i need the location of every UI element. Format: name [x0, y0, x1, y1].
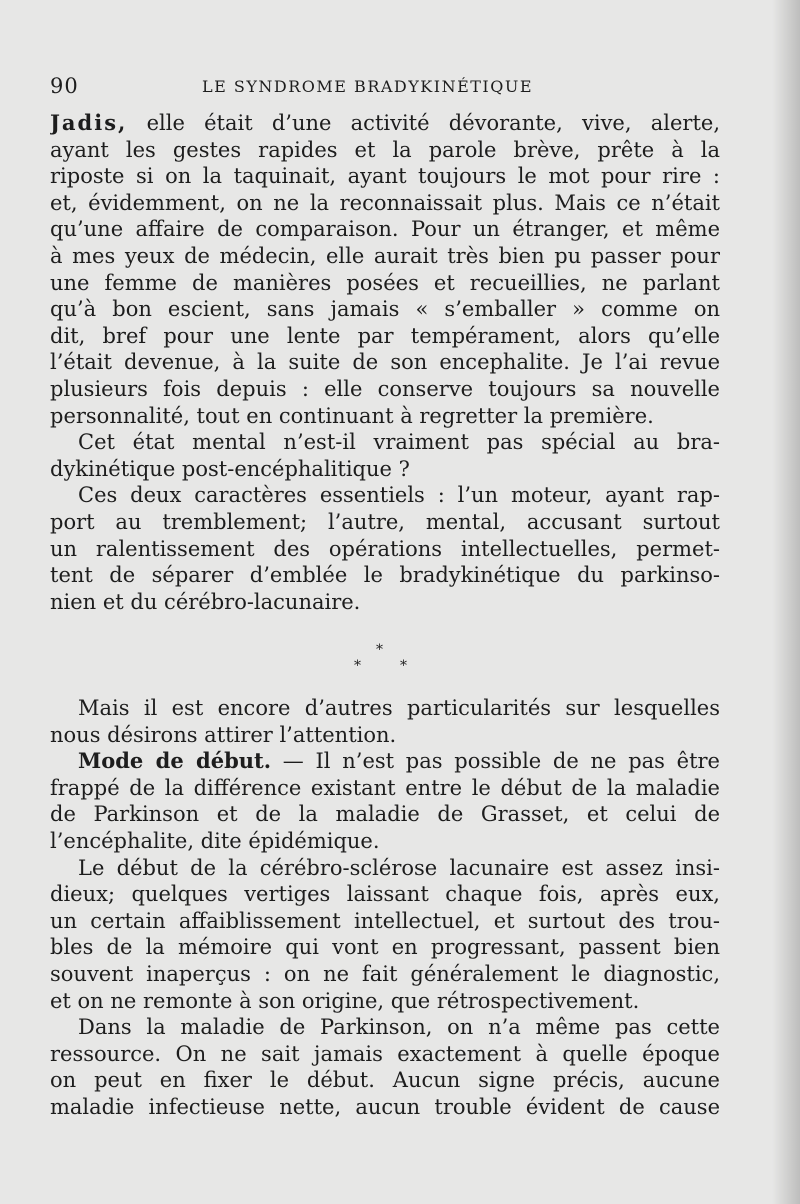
text-line: nien et du cérébro-lacunaire.	[50, 589, 361, 614]
text-line: nous désirons attirer l’attention.	[50, 722, 397, 747]
text-line: Mode de début. — Il n’est pas possible de ne pas être	[78, 748, 720, 774]
paragraph-group-2	[50, 695, 720, 1121]
text-line: l’était devenue, à la suite de son encephalite. Je l’ai revue	[50, 350, 720, 375]
text-line: l’encéphalite, dite épidémique.	[50, 828, 380, 853]
text-line: un certain affaiblissement intellectuel, et surtout des trou-	[50, 908, 720, 933]
text-line: personnalité, tout en continuant à regretter la première.	[50, 403, 654, 428]
text-line: Cet état mental n’est-il vraiment pas spécial au bra-	[78, 430, 720, 455]
separator-star: *	[400, 658, 407, 674]
text-line: souvent inaperçus : on ne fait généralement le diagnostic,	[50, 961, 720, 986]
first-word: Jadis,	[50, 110, 128, 135]
running-head	[50, 74, 720, 104]
text-line: et, évidemment, on ne la reconnaissait plus. Mais ce n’était	[50, 190, 720, 215]
text-line: Dans la maladie de Parkinson, on n’a même pas cette	[78, 1015, 720, 1040]
running-title: LE SYNDROME BRADYKINÉTIQUE	[202, 77, 534, 96]
text-line: on peut en fixer le début. Aucun signe précis, aucune	[50, 1068, 720, 1093]
text-line: port au tremblement; l’autre, mental, accusant surtout	[50, 509, 720, 534]
text-line: dykinétique post-encéphalitique ?	[50, 456, 410, 481]
separator-star: *	[376, 642, 383, 658]
paragraph-group-1	[50, 110, 720, 615]
text-line: plusieurs fois depuis : elle conserve toujours sa nouvelle	[50, 376, 720, 401]
text-line: ayant les gestes rapides et la parole brève, prête à la	[50, 137, 720, 162]
section-separator	[340, 642, 420, 682]
text-line: bles de la mémoire qui vont en progressant, passent bien	[50, 935, 720, 960]
text-line: dieux; quelques vertiges laissant chaque fois, après eux,	[50, 882, 720, 907]
text-line: Ces deux caractères essentiels : l’un moteur, ayant rap-	[78, 483, 720, 508]
text-line: à mes yeux de médecin, elle aurait très bien pu passer pour	[50, 243, 720, 268]
text-line: riposte si on la taquinait, ayant toujours le mot pour rire :	[50, 164, 720, 189]
text-line: qu’à bon escient, sans jamais « s’emballer » comme on	[50, 297, 720, 322]
text-line: Le début de la cérébro-sclérose lacunaire est assez insi-	[78, 855, 720, 880]
text-line: Mais il est encore d’autres particularités sur lesquelles	[78, 696, 720, 720]
text-line: tent de séparer d’emblée le bradykinétique du parkinso-	[50, 563, 720, 588]
text-line: une femme de manières posées et recueillies, ne parlant	[50, 270, 720, 295]
text-line: frappé de la différence existant entre le début de la maladie	[50, 775, 720, 800]
text-line: Jadis, elle était d’une activité dévorante, vive, alerte,	[50, 110, 720, 135]
text-line: un ralentissement des opérations intellectuelles, permet-	[50, 536, 720, 561]
separator-star: *	[354, 658, 361, 674]
text-line: de Parkinson et de la maladie de Grasset, et celui de	[50, 802, 720, 827]
text-line: dit, bref pour une lente par tempérament, alors qu’elle	[50, 323, 720, 348]
text-line: qu’une affaire de comparaison. Pour un étranger, et même	[50, 217, 720, 242]
page-number: 90	[50, 74, 79, 98]
section-heading: Mode de début.	[78, 748, 272, 774]
text-line: maladie infectieuse nette, aucun trouble évident de cause	[50, 1094, 720, 1119]
text-line: et on ne remonte à son origine, que rétrospectivement.	[50, 988, 640, 1013]
text-line: ressource. On ne sait jamais exactement à quelle époque	[50, 1041, 720, 1066]
